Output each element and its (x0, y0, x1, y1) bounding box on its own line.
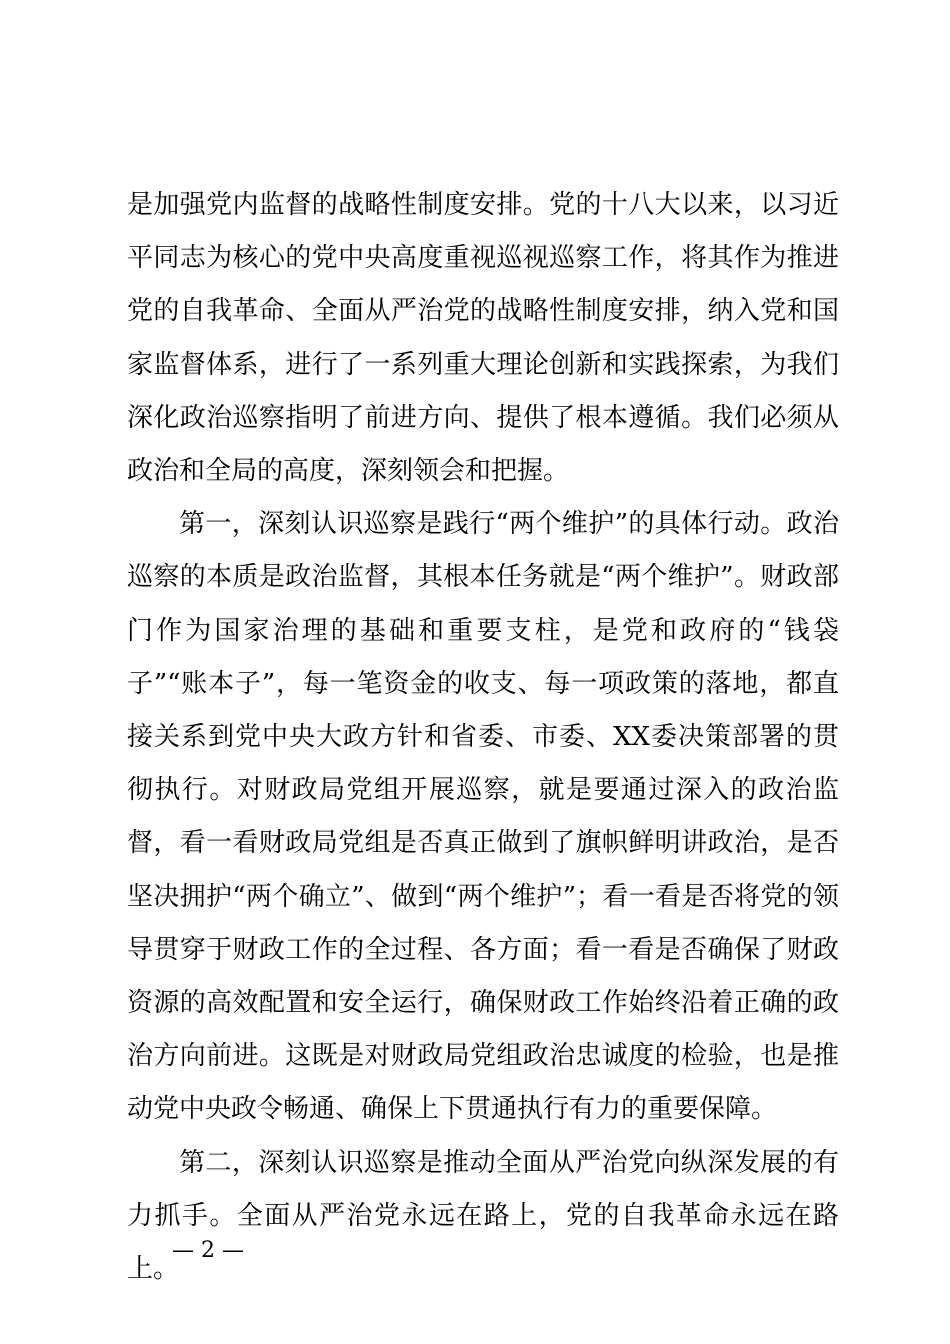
paragraph-continuation: 是加强党内监督的战略性制度安排。党的十八大以来，以习近平同志为核心的党中央高度重视巡视巡察工作，将其作为推进党的自我革命、全面从严治党的战略性制度安排，纳入党和国家监督体系，进行了一系列重大理论创新和实践探索，为我们深化政治巡察指明了前进方向、提供了根本遵循。我们必须从政治和全局的高度，深刻领会和把握。 (127, 190, 839, 487)
paragraph-first-point: 第一，深刻认识巡察是践行“两个维护”的具体行动。政治巡察的本质是政治监督，其根本任务就是“两个维护”。财政部门作为国家治理的基础和重要支柱，是党和政府的“钱袋子”“账本子”，每一笔资金的收支、每一项政策的落地，都直接关系到党中央大政方针和省委、市委、XX委决策部署的贯彻执行。对财政局党组开展巡察，就是要通过深入的政治监督，看一看财政局党组是否真正做到了旗帜鲜明讲政治，是否坚决拥护“两个确立”、做到“两个维护”；看一看是否将党的领导贯穿于财政工作的全过程、各方面；看一看是否确保了财政资源的高效配置和安全运行，确保财政工作始终沿着正确的政治方向前进。这既是对财政局党组政治忠诚度的检验，也是推动党中央政令畅通、确保上下贯通执行有力的重要保障。 (127, 509, 839, 1125)
paragraph-second-point: 第二，深刻认识巡察是推动全面从严治党向纵深发展的有力抓手。全面从严治党永远在路上，党的自我革命永远在路上。 (127, 1147, 839, 1285)
document-body (127, 179, 839, 1296)
page-number: — 2 — (172, 1238, 244, 1263)
